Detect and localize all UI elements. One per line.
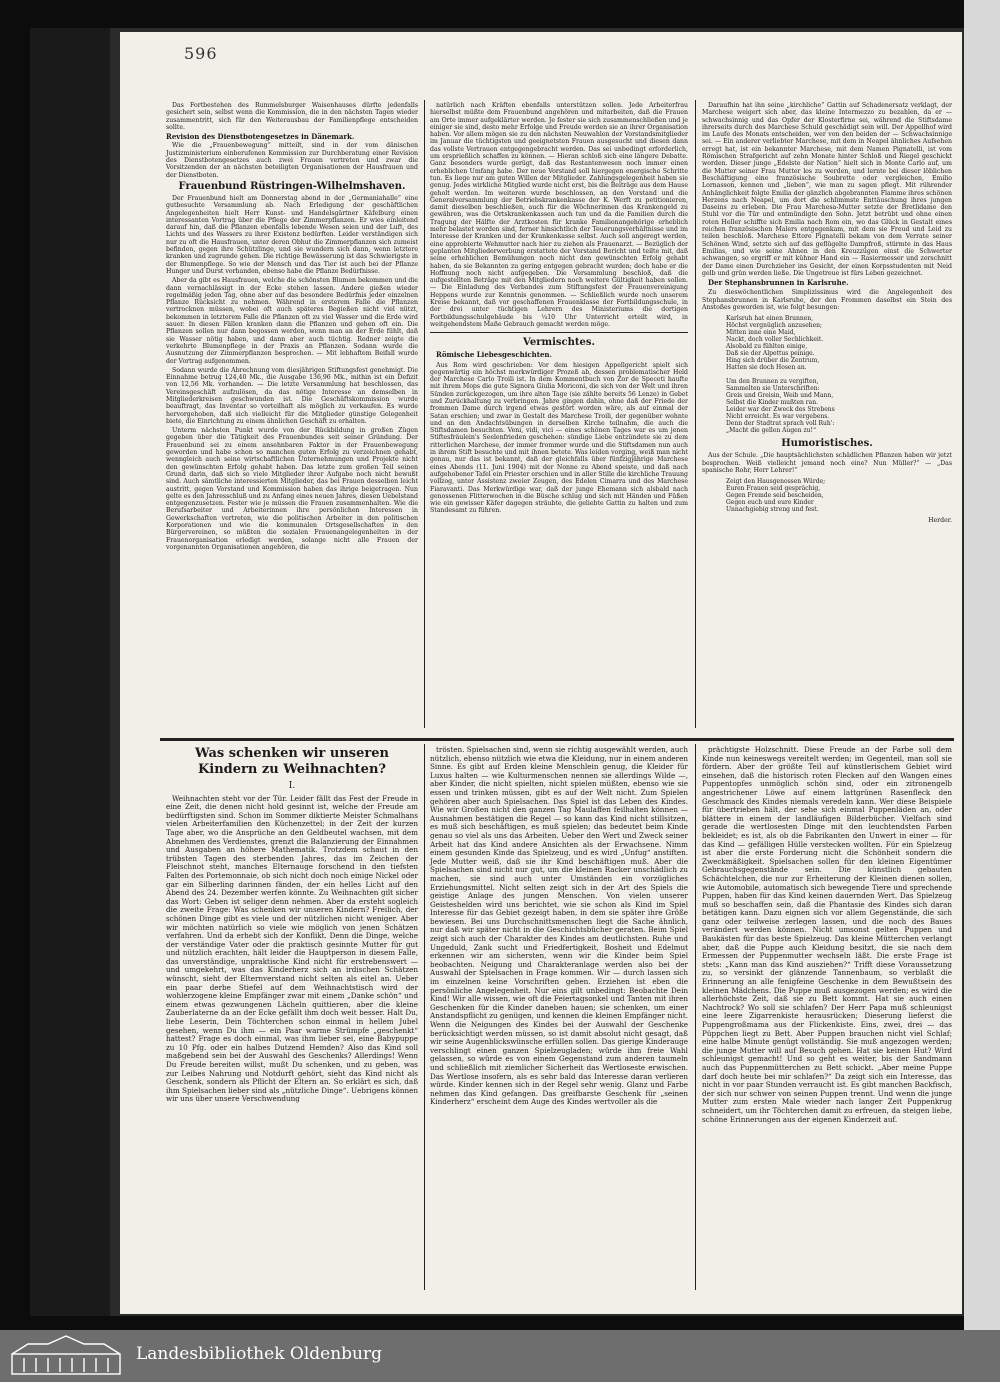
humor-heading: Humoristisches. <box>781 438 873 450</box>
weihnachten-text-2: trösten. Spielsachen sind, wenn sie richtig ausgewählt werden, auch nützlich, ebenso nützlich wie etwa die Kleidung, nur in einem anderen Sinne. Es gibt auf Erden kleine Menschlein genug, die Kleider für Luxus halten — wie Kulturmenschen nennen sie allerdings Wilde —, aber Kinder, die nicht spielten, nicht spielen müßten, ebenso wie sie essen und trinken müssen, gibt es auf der Welt nicht. Zum Spielen gehören aber auch Spielsachen. Das Spiel ist das Leben des Kindes. Wie wir Großen nicht den ganzen Tag Maulaffen feilhalten können — Ausnahmen bestätigen die Regel — so kann das Kind nicht stillsitzen, es muß sich beschäftigen, es muß spielen; das bedeutet beim Kinde genau so viel als uns das Arbeiten. Ueber den Wert und Zweck seiner Arbeit hat das Kind andere Ansichten als der Erwachsene. Nimm einem gesunden Kinde das Spielzeug, und es wird „Unfug“ anstiften. Jede Mutter weiß, daß sie ihr Kind beschäftigen muß. Aber die Spielsachen sind nicht nur gut, um die kleinen Racker unschädlich zu machen, sie sind auch unter Umständen ein vorzügliches Erziehungsmittel. Nicht selten zeigt sich in der Art des Spiels die geistige Anlage des jungen Menschen. Von vielen unserer Geisteshelden wird uns berichtet, wie sie schon als Kind im Spiel Interesse für das Gebiet gezeigt haben, in dem sie später ihre Größe bewiesen. Bei uns Durchschnittsmenschen liegt die Sache ähnlich, nur daß wir später nicht in die Geschichtsbücher geraten. Beim Spiel zeigt sich auch der Charakter des Kindes am deutlichsten. Ruhe und Ungeduld, Zank sucht und Friedfertigkeit, Bosheit und Edelmut erkennen wir am sichersten, wenn wir die Kinder beim Spiel beobachten. Neigung und Charakteranlage werden also bei der Auswahl der Spielsachen in Frage kommen. Wir — durch lassen sich im einzelnen keine Vorschriften geben. Erziehen ist eben die persönliche Angelegenheit. Nur eins gilt unbedingt: Beobachte Dein Kind! Wir alle wissen, wie oft die Feiertagsonkel und Tanten mit ihren Geschenken für die Kinder daneben hauen; sie schenken, um einer Anstandspflicht zu genügen, und kennen die kleinen Empfänger nicht. Wenn die Neigungen des Kindes bei der Auswahl der Geschenke berücksichtigt werden müssen, so ist damit absolut nicht gesagt, daß wir seine Augenblickswünsche erfüllen sollen. Das gierige Kinderauge verschlingt einen ganzen Spielzeugladen; würde ihm freie Wahl gelassen, so würde es von einem Gegenstand zum anderen taumeln und schließlich mit ziemlicher Sicherheit das Wertloseste erwischen. Das Wertlose insofern, als es sehr bald das Interesse daran verlieren würde. Kinder kennen sich in der Regel sehr wenig. Glanz und Farbe nehmen das Kind gefangen. Das greifbarste Geschenk für „seinen Kinderherz“ erscheint dem Auge des Kindes wertvoller als die <box>430 745 688 1107</box>
weihnachten-column-2 <box>430 746 688 1109</box>
column-right <box>702 102 952 527</box>
viewer-footer <box>0 1330 1000 1382</box>
library-name: Landesbibliothek Oldenburg <box>136 1344 383 1364</box>
article-intro: Das Fortbestehen des Rummelsburger Waisenhauses dürfte jedenfalls gesichert sein, selbst wenn die Kommission, die in den nächsten Tagen wieder zusammentritt, sich für den Weiterausbau der Familienpflege entscheiden sollte. <box>166 102 418 131</box>
column-divider <box>695 100 696 728</box>
poem-line: Zeigt den Hausgenossen Würde; <box>726 478 826 486</box>
frauenbund-paragraph-2: Aber da gibt es Hausfrauen, welche die schönsten Blumen bekommen und die dann vernachlässigt in der Ecke stehen lassen. Andere gießen wieder regelmäßig jeden Tag, ohne aber auf das besondere Bedürfnis jeder einzelnen Pflanze Rücksicht zu nehmen. Während in ersterem Falle die Pflanzen vertrocknen müssen, wobei oft auch späteres Begießen nicht viel nützt, bekommen in letzterem Falle die Pflanzen oft zu viel Wasser und die Erde wird sauer. In diesen Fällen kranken dann die Pflanzen und gehen oft ein. Die Pflanzen sollen nur dann begossen werden, wenn man an der Erde fühlt, daß sie Wasser nötig haben, und dann aber auch tüchtig. Redner zeigte die verkehrte Blumenpflege in der Praxis an Pflanzen. Sodann wurde die Ausnutzung der Zimmerpflanzen besprochen. — Mit lebhaftem Beifall wurde der Vortrag aufgenommen. <box>166 277 418 365</box>
poem-line: Gegen euch und eure Kinder <box>726 499 814 507</box>
stephansbrunnen-poem <box>726 315 952 434</box>
weihnachten-column-1 <box>166 746 418 1106</box>
poem-line: Mitten inne eine Maid, <box>726 329 796 337</box>
column-middle <box>430 102 688 517</box>
poem-line: Hing sich drüber die Zentrum, <box>726 357 820 365</box>
revision-heading: Revision des Dienstbotengesetzes in Dänemark. <box>166 132 355 142</box>
poem-line: Gegen Fremde seid bescheiden, <box>726 492 824 500</box>
poem-line: Nicht erreicht. Es war vergebens. <box>726 413 830 421</box>
poem-line: „Macht die gellen Augen zu!“ <box>726 427 817 435</box>
poem-line: Greis und Greisin, Weib und Mann, <box>726 392 834 400</box>
poem-line: Selbst die Kinder mußten ran. <box>726 399 818 407</box>
poem-line: Alsobald zu fühlten einige, <box>726 343 808 351</box>
liebe-heading: Römische Liebesgeschichten. <box>436 350 552 360</box>
poem-line <box>726 371 952 378</box>
poem-line: Denn der Stadtrat sprach voll Ruh': <box>726 420 835 428</box>
stephansbrunnen-heading: Der Stephansbrunnen in Karlsruhe. <box>708 278 849 288</box>
poem-line: Höchst vergnüglich anzusehen; <box>726 322 823 330</box>
vermischtes-heading: Vermischtes. <box>523 337 595 349</box>
column-divider <box>424 100 425 728</box>
poem-line: Nackt, doch voller Sechlichkeit. <box>726 336 824 344</box>
stephansbrunnen-text: Zu dieswöchentlichen Simplizissimus wird die Angelegenheit des Stephansbrunnen in Karlsruhe, der den Frommen daselbst ein Stein des Anstoßes geworden ist, wie folgt besungen: <box>702 289 952 312</box>
humor-text: Aus der Schule. „Die hauptsächlichsten schädlichen Pflanzen haben wir jetzt besprochen. Weiß vielleicht jemand noch eine? Nun Müller?“ — „Das spanische Rohr, Herr Lehrer!“ <box>702 452 952 474</box>
frauenbund-heading: Frauenbund Rüstringen-Wilhelmshaven. <box>178 180 406 192</box>
column-divider <box>424 744 425 1290</box>
newspaper-page <box>120 32 962 1314</box>
column-divider <box>695 744 696 1290</box>
frauenbund-paragraph-1: Der Frauenbund hielt am Donnerstag abend in der „Germaniahalle“ eine gutbesuchte Versammlung ab. Nach Erledigung der geschäftlichen Angelegenheiten hielt Herr Kunst- und Handelsgärtner Käfelburg einen interessanten Vortrag über die Pflege der Zimmerpflanzen. Er wies einleitend darauf hin, daß die Pflanzen ebenfalls lebende Wesen seien und der Luft, des Lichts und des Wassers zu ihrer Existenz bedürften. Leider verständigen sich nur zu oft die Hausfrauen, unter deren Obhut die Zimmerpflanzen sich zumeist befinden, gegen ihre Schützlinge, und sie wundern sich dann, wenn letztere kranken und zugrunde gehen. Die richtige Bewässerung ist das Schwierigste in der Blumenpflege. So wie der Mensch und das Tier ist auch bei der Pflanze Hunger und Durst vorhanden, ebenso habe die Pflanze Bedürfnisse. <box>166 194 418 275</box>
liebe-text: Aus Rom wird geschrieben: Vor dem hiesigen Appellgericht spielt sich gegenwärtig ein höchst merkwürdiger Prozeß ab, dessen problematischer Held der Marchese Carlo Troili ist. In dem Kommentbuch von Zor de Speceti haufte mit ihrem Mops die gute Signora Giulia Moriconi, die sich von der Welt und ihren Sünden zurückgezogen, um ihre alten Tage (sie zählte bereits 56 Lenze) in Gebet und Zurückhaltung zu verbringen. Jahre gingen dahin, ohne daß der Friede der frommen Dame durch irgend etwas gestört worden wäre, als auf einmal der Satan erschien; und zwar in Gestalt des Marchese Troili, der gegenüber wohnte und an den Andachtsübungen in derselben Kirche teilnahm, die auch die Stiftsdamen besuchten. Veni, vidi, vici — eines schönen Tages war es um jenen Stiftesfräulein's Seelenfrieden geschehen: sündige Liebe entzündete sie zu dem ritterlichen Marchese, der immer frommer wurde und die Stiftsdamen nun auch in ihrem Stift besuchte und mit ihnen betete. Was leiden vorging, weiß man nicht genau, nur das ist bekannt, daß der gleichfalls über fünfzigjährige Marchese eines Abends (11. Juni 1904) mit der Nonne zu Abend speiste, und daß nach aufgehobener Tafel ein Priester erschien und in aller Stille die kirchliche Trauung vollzog, unter Assistenz zweier Zeugen, des Edelen Cimarra und des Marchese Fiaravanti. Das Merkwürdige war, daß der junge Ehemann sich alsbald nach genossenen Flitterwochen in die Büsche schlug und sich mit Händen und Füßen wie ein gewisser Käfer dagegen sträubte, die geliebte Gattin zu halten und zum Standesamt zu führen. <box>430 361 688 515</box>
frauenbund-paragraph-3: Sodann wurde die Abrechnung vom diesjährigen Stiftungsfest genehmigt. Die Einnahme betrug 124,40 Mk., die Ausgabe 136,96 Mk., mithin ist ein Defizit von 12,56 Mk. vorhanden. — Die letzte Versammlung hat beschlossen, das Vereinsgeschäft aufzulösen, da das nötige Interesse an demselben in Mitgliederkreisen geschwunden ist. Die Geschäftskommission wurde beauftragt, das Inventar so vorteilhaft als möglich zu verkaufen. Es wurde hervorgehoben, daß sich vielleicht für die Mitglieder günstige Gelegenheit biete, die Einrichtung zu einem ähnlichen Geschäft zu erhalten. <box>166 366 418 425</box>
poem-author: Herder. <box>928 517 952 525</box>
poem-line: Um den Brunnen zu vergiften, <box>726 378 819 386</box>
poem-line: Sammelten sie Unterschriften: <box>726 385 820 393</box>
poem-line: Euren Frauen seid gesprächig, <box>726 485 821 493</box>
scan-left-margin <box>30 28 112 1316</box>
library-building-icon <box>8 1334 124 1378</box>
revision-text: Wie die „Frauenbewegung“ mitteilt, sind in der vom dänischen Justizministerium einberufenen Kommission zur Durchberatung einer Revision des Dienstbotengesetzes auch zwei Frauen vertreten und zwar die Vorsitzenden der an nächsten beteiligten Organisationen der Hausfrauen und der Dienstboten. <box>166 142 418 179</box>
poem-line: Karlsruh hat einen Brunnen, <box>726 315 814 323</box>
section-separator <box>160 738 954 741</box>
frauenbund-paragraph-4: Unterm nächsten Punkt wurde von der Rückbildung in großen Zügen gegeben über die Tätigkeit des Frauenbundes seit seiner Gründung. Der Frauenbund sei zu einem ansehnbaren Faktor in der Frauenbewegung geworden und habe schon so manchen guten Erfolg zu verzeichnen gehabt, wenngleich auch seine wirtschaftlichen Unternehmungen und Projekte nicht den gewünschten Erfolg gehabt haben. Das letzte zum großen Teil seinen Grund darin, daß sich so viele Mitglieder ihrer Aufgabe noch nicht bewußt sind. Auch sämtliche interessierten Mitglieder, das bei Frauen desselben leicht austritt, gegen Vorstand und Kommission haben das ihrige beigetragen. Nun gelte es den Jahresschluß und zu Anfang eines neuen Jahres, diesen Uebelstand entgegenzusetzen. Fester wie je müssen die Frauen zusammenhalten. Wie die Berufsarbeiter und Arbeiterinnen ihre persönlichen Interessen in Gewerkschaften vertreten, wie die politischen Arbeiter in den politischen Korporationen und wie die kommunalen Ortsgesellschaften in den Bürgervereinen, so müßten die sozialen Frauenangelegenheiten in der Frauenorganisation erledigt werden, solange nicht alle Frauen der vorgenannten Organisationen angehören, die <box>166 427 418 551</box>
weihnachten-text-1: Weihnachten steht vor der Tür. Leider fällt das Fest der Freude in eine Zeit, die denen nicht hold gesinnt ist, welche der Freude am bedürftigsten sind. Schon im Sommer diktierte Meister Schmalhans vielen Arbeiterfamilien den Küchenzettel; in der Zeit der kurzen Tage aber, wo die Ansprüche an den Geldbeutel wachsen, mit dem Abnehmen des Verdienstes, grenzt die Balanzierung der Einnahmen und Ausgaben an höhere Mathematik. Trotzdem schaut in den trübsten Tagen des sterbenden Jahres, das im Zeichen der Fleischnot steht, manches Elternauge forschend in den tiefsten Falten des Portemonnaie, ob sich nicht doch noch einige Nickel oder gar ein Silberling darinnen fänden, der ein helles Licht auf den Abend des 24. Dezember werfen könnte. Zu Weihnachten gilt sicher das Wort: Geben ist seliger denn nehmen. Aber da ersteht sogleich die zweite Frage: Was schenken wir unseren Kindern? Freilich, der schönen Dinge gibt es viele und der nützlichen nicht weniger. Aber wir möchten natürlich so viele wie möglich von jenen Schätzen verfahren. Und da erhebt sich der Konflikt. Denn die Dinge, welche der verständige Vater oder die praktisch gesinnte Mutter für gut und nützlich erachten, hält leider die Hauptperson in diesem Falle, das unverständige, unpraktische Kind nicht für erstrebenswert — und umgekehrt, was das Kinderherz sich an irdischen Schätzen wünscht, sieht der Elternverstand nicht selten als eitel an. Ueber ein paar derbe Stiefel auf dem Weihnachtstisch wird der wohlerzogene kleine Empfänger zwar mit einem „Danke schön“ und einem etwas gezwungenen Lächeln quittieren, aber die kleine Zauberlaterne da an der Ecke gefällt ihm doch weit besser. Halt Du, liebe Leserin, Dein Töchterchen schon einmal in hellem Jubel gesehen, wenn Du ihm — ein Paar warme Strümpfe „geschenkt“ hattest? Frage es doch einmal, was ihm lieber sei, eine Babypuppe zu 10 Pfg. oder ein halbes Dutzend Hemden? Also das Kind soll maßgebend sein bei der Auswahl des Geschenks? Allerdings! Wenn Du Freude bereiten willst, mußt Du schenken, und zu geben, was zur Leibes Nahrung und Notdurft gehört, sieht das Kind nicht als Geschenk, sondern als Pflicht der Eltern an. So erklärt es sich, daß ihm Spielsachen lieber sind als „nützliche Dinge“. Uebrigens können wir uns über unsere Verschwendung <box>166 793 418 1104</box>
poem-line: Hatten sie doch Hosen an. <box>726 364 807 372</box>
poem-line: Leider war der Zweck des Strebens <box>726 406 835 414</box>
herder-poem <box>726 478 952 513</box>
page-number: 596 <box>184 44 218 63</box>
weihnachten-title: Was schenken wir unseren Kindern zu Weihnachten? <box>195 746 389 777</box>
scan-right-margin <box>964 0 1000 1330</box>
marchese-text: Daraufhin hat ihn seine „kirchliche“ Gattin auf Schadenersatz verklagt, der Marchese weigert sich aber, das kleine Intermezzo zu bezahlen, da er — schwachsinnig und das Opfer der Klosterfirne sei, während die Stiftsdame ihrerseits durch des Marchese Schuld geschädigt sein will. Der Appellhof wird im Laufe des Monats entscheiden, wer von den beiden der — Schwachsinnige sei. — Ein anderer verliebter Marchese, mit dem in Neapel ähnliches Aufsehen erregt hat, ist ein bekannter Marchese, mit dem Namen Pignatelli, ist vom Römischen Strafgericht auf zehn Monate hinter Schloß und Riegel geschickt worden. Dieser junge „Edelste der Nation“ hielt sich in Monte Carlo auf, um die Mutter seiner Frau Mutter los zu werden, und lernte bei dieser löblichen Beschäftigung eine französische Soubrette oder vergleichen, Emilio Lornasson, kennen und „lieben“, wie man zu sagen pflegt. Mit rührender Anhänglichkeit folgte Emilia der gänzlich abgebrannten Flamme ihres schönen Herzens nach Neapel, um dort die schlimmste Enttäuschung ihres jungen Daseins zu erleben. Die Frau Marchesa-Mutter setzte der Bretlidame den Stuhl vor die Tür und entmündigte den Sohn. Jetzt betrübt und ohne einen roten Heller schiffte sich Emilia nach Rom ein, wo das Glück in Gestalt eines reichen französischen Malers entgegenkam, mit dem sie Freud und Leid zu teilen beschloß. Marchese Ettore Pignatelli bekam von dem Verrate seiner Schönen Wind, setzte sich auf das geflügelte Dampfroß, stürmte in das Haus Emilias, und wie seine Ahnen in den Kreuzzügen einst die Schwerter schwangen, so ergriff er mit kühner Hand ein — Rasiermesser und zerschnitt der Dame einen Durchzieher ins Gesicht, der einen Korpsstudenten mit Neid gelb und grün werden ließe. Die Ungetreue ist fürs Leben gezeichnet. <box>702 102 952 277</box>
weihnachten-text-3: prächtigste Holzschnitt. Diese Freude an der Farbe soll dem Kinde nun keineswegs vereitelt werden; im Gegenteil, man soll sie fördern. Aber der größte Teil auf künstlerischem Gebiet wird einsehen, daß die historisch roten Flecken auf den Wangen eines Puppentopfes unmöglich schön sind, oder ein zitronengelb angestrichener Löwe auf einem lattgrünen Rasenfleck den Geschmack des Kindes niemals veredeln kann. Wer diese Beispiele für übertrieben hält, der sehe sich einmal Puppenläden an, oder blättere in einem der landläufigen Bilderbücher. Vielfach sind gerade die wertlosesten Dinge mit den leuchtendsten Farben bekleidet; es ist, als ob die Fabrikanten den Unwert in einer — für das Kind — gefälligen Hülle verstecken wollten. Für ein Spielzeug ist aber die erste Forderung nicht die Schönheit sondern die Zweckmäßigkeit. Spielsachen sollen für den kleinen Eigentümer Gebrauchsgegenstände sein. Die künstlich gebauten Schächtelchen, die nur zur Erheiterung der Kleinen dienen sollen, wie Automobile, automatisch sich bewegende Tiere und sprechende Puppen, haben für das Kind keinen dauernden Wert. Das Spielzeug muß so beschaffen sein, daß die Phantasie des Kindes sich daran betätigen kann. Dazu eignen sich vor allem Gegenstände, die sich ganz oder teilweise zerlegen lassen, und die noch des Baues verändert werden können. Nicht umsonst gelten Puppen und Baukästen für das beste Spielzeug. Das kleine Mütterchen verlangt aber, daß die Puppe auch Kleidung besitzt, die sie nach dem Ermessen der Puppenmutter wechseln läßt. Die erste Frage ist stets: „Kann man das Kind ausziehen?“ Trifft diese Voraussetzung zu, so versinkt der glänzende Tannenbaum, so verblaßt die Erinnerung an alle fenigfeine Geschenke in dem Bewußtsein des kleinen Mädchens. Die Puppe muß ausgezogen werden; es wird die allerhöchste Zeit, daß sie zu Bett kommt. Hat sie auch einen Nachtrock? Wo soll sie schlafen? Der Herr Papa muß schleunigst eine leere Zigarrenkiste herausrücken; Dieserung lieferst die Puppengroßmama aus der Flickenkiste. Eins, zwei, drei — das Püppchen liegt zu Bett. Aber Puppen brauchen nicht viel Schlaf; eine halbe Minute genügt vollständig. Sie muß angezogen werden; die junge Mutter will auf Besuch gehen. Hat sie keinen Hut? Wird schleunigst gemacht! Und so geht es weiter, bis der Sandmann auch das Puppenmütterchen zu Bett schickt. „Aber meine Puppe darf doch heute bei mir schlafen?“ Da zeigt sich ein Interesse, das nicht in vor paar Stunden verraucht ist. Es gibt manchen Backfisch, der sich nur schwer von seinen Puppen trennt. Und wenn die junge Mutter zum ersten Male wieder nach langer Zeit Puppenkrug schneidert, um ihr Töchterchen damit zu erfreuen, da steigen liebe, schöne Erinnerungen aus der eigenen Kinderzeit auf. <box>702 745 952 1124</box>
poem-line: Unnachgiebig streng und fest. <box>726 506 819 514</box>
poem-line: Daß sie der Alpettus peinige. <box>726 350 815 358</box>
section-divider <box>430 332 688 333</box>
frauenbund-continued: natürlich nach Kräften ebenfalls unterstützen sollen. Jede Arbeiterfrau hierselbst müßte dem Frauenbund angehören und mitarbeiten, daß die Frauen am Orte immer aufgeklärter werden. Je fester sie sich zusammenschließen und je einiger sie sind, desto mehr Erfolge und Freude werden sie an ihrer Organisation haben. Vor allem mögen sie zu den nächsten Neuwahlen der Vorstandsmitglieder im Januar die tüchtigsten und geeignetsten Frauen ausgesucht und diesen dann das vollste Vertrauen entgegengebracht werden. Das sei unbedingt erforderlich, um ersprießlich schaffen zu können. — Hieran schloß sich eine längere Debatte. Ganz besonders wurde gerügt, daß das Restantenwesen noch immer einen erheblichen Umfang habe. Der neue Vorstand soll hiergegen energische Schritte tun. Es liege nur am guten Willen der Mitglieder. Zahlungsgelegenheit haben sie genug. Jedes wirkliche Mitglied wurde nicht erst, bis die Beiträge aus dem Hause geholt werden. Im weiteren wurde beschlossen, an den Vorstand und die Generalversammlung der Betriebskrankenkasse der K. Werft zu petitionieren, damit dieselben beschließen, auch für die Wöchnerinnen das Krankengeld zu gewähren, was die Ortskrankenkassen auch tun und da die Familien durch die Tragung der Hälfte der Arztkosten für kranke Familienangehörige erheblich mehr belastet worden sind, ferner hinsichtlich der Teuerungsverhältnisse und im Interesse der Kranken und der Krankenkasse selbst. Auch soll angeregt werden, eine approbierte Wehmutter nach hier zu ziehen als Frauenarzt. — Bezüglich der geplanten Mitgliederwerbung erstattete der Vorstand Bericht und teilte mit, daß seine erheblichen Bemühungen noch nicht den gewünschten Erfolg gehabt haben, da sie Bekannten zu gering entgegen gebracht wurden; doch habe er die Hoffnung noch nicht aufgegeben. Die Versammlung beschloß, daß die aufgestellten Beträge mit den Mitgliedern noch weitere Gültigkeit haben sollen. — Die Einladung des Verbandes zum Stiftungsfest der Frauenvereinigung Heppens wurde zur Kenntnis genommen. — Schließlich wurde noch unserem Kreise bekannt, daß vor geschaffenen Frauenklasse der Fortbildungsschule, in der drei unter tüchtigen Lehrern des Ministeriums die dortigen Fortbildungsschulgebäude bis ¼10 Uhr Unterricht erteilt wird, in weitgehendstem Maße Gebrauch gemacht werden möge. <box>430 102 688 328</box>
weihnachten-part: I. <box>288 781 296 791</box>
column-left <box>166 102 418 553</box>
weihnachten-column-3 <box>702 746 952 1126</box>
